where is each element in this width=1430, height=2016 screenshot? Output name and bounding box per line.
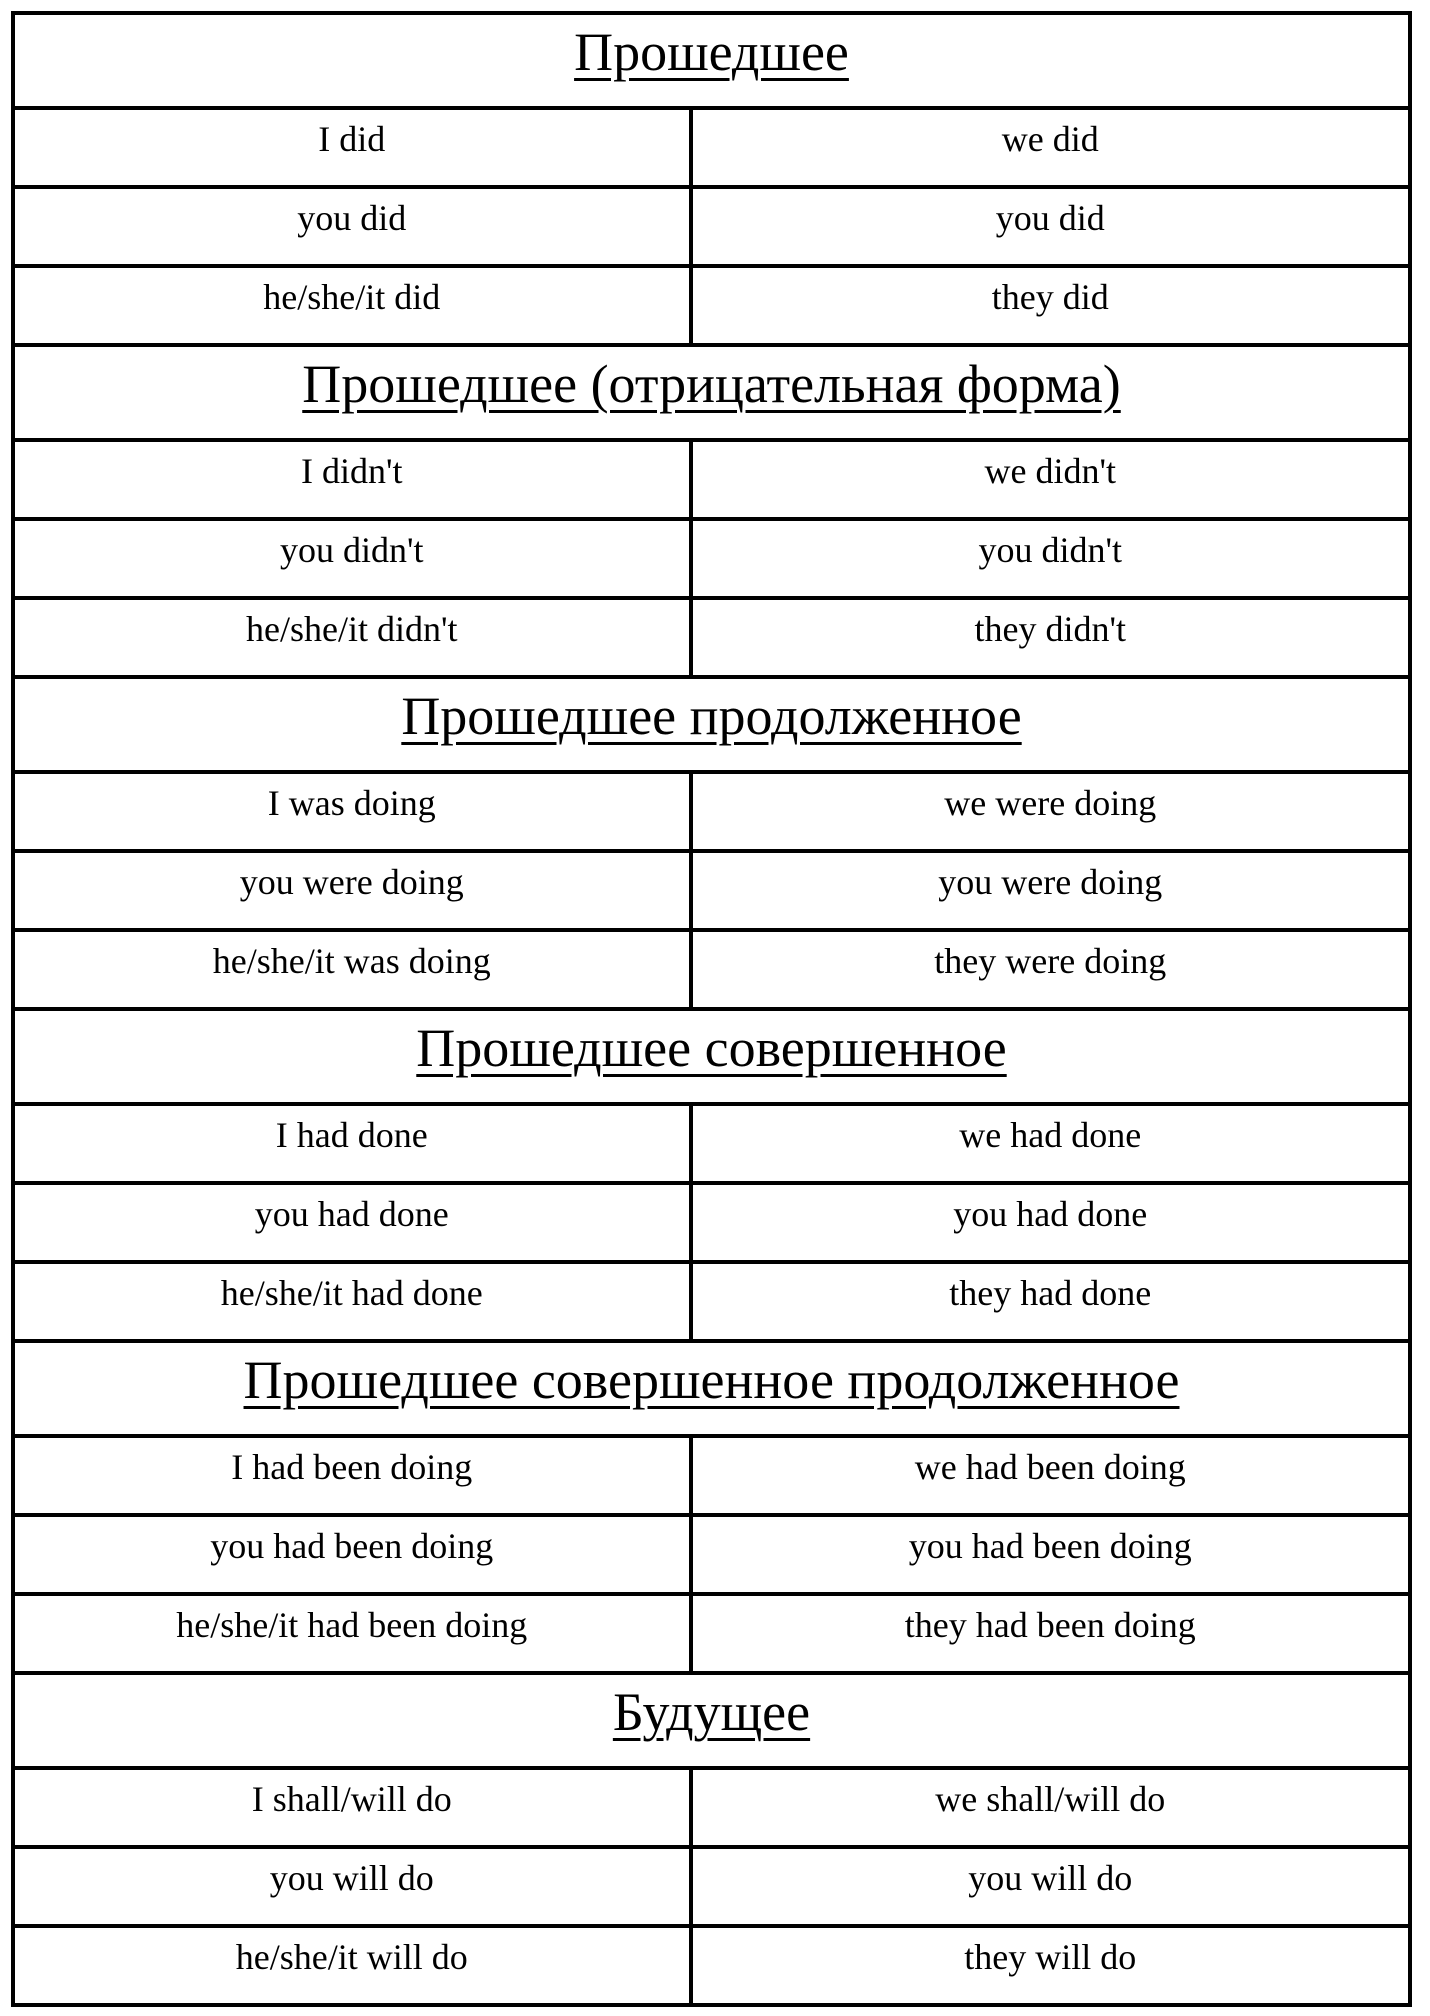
section-header-row [13,677,1410,772]
section-past-negative [13,345,1410,677]
conjugation-cell: you did [691,187,1410,266]
table-row [13,1926,1410,2005]
section-header-row [13,345,1410,440]
conjugation-cell: I shall/will do [13,1768,691,1847]
conjugation-cell: you didn't [13,519,691,598]
section-title: Прошедшее продолженное [401,686,1022,746]
conjugation-cell: he/she/it will do [13,1926,691,2005]
table-row [13,440,1410,519]
conjugation-cell: he/she/it had been doing [13,1594,691,1673]
conjugation-cell: they had been doing [691,1594,1410,1673]
conjugation-cell: he/she/it didn't [13,598,691,677]
section-header [13,13,1410,108]
conjugation-cell: you were doing [13,851,691,930]
section-title: Будущее [612,1682,811,1742]
section-header-row [13,1673,1410,1768]
conjugation-cell: you had been doing [13,1515,691,1594]
conjugation-cell: you will do [13,1847,691,1926]
table-row [13,1847,1410,1926]
conjugation-cell: I had been doing [13,1436,691,1515]
table-row [13,1262,1410,1341]
conjugation-cell: you didn't [691,519,1410,598]
section-past-perfect-continuous [13,1341,1410,1673]
conjugation-cell: he/she/it was doing [13,930,691,1009]
conjugation-cell: they will do [691,1926,1410,2005]
table-row [13,772,1410,851]
table-row [13,1436,1410,1515]
section-title: Прошедшее совершенное [416,1018,1007,1078]
table-row [13,598,1410,677]
conjugation-cell: we were doing [691,772,1410,851]
conjugation-cell: they did [691,266,1410,345]
table-row [13,1515,1410,1594]
section-header-row [13,1341,1410,1436]
conjugation-cell: we did [691,108,1410,187]
table-row [13,1594,1410,1673]
table-row [13,1104,1410,1183]
section-title: Прошедшее [574,22,849,82]
section-header-row [13,13,1410,108]
conjugation-cell: we had done [691,1104,1410,1183]
conjugation-cell: I had done [13,1104,691,1183]
conjugation-cell: he/she/it had done [13,1262,691,1341]
section-header [13,1673,1410,1768]
conjugation-cell: we didn't [691,440,1410,519]
section-header [13,677,1410,772]
section-past [13,13,1410,345]
conjugation-cell: I didn't [13,440,691,519]
table-row [13,1183,1410,1262]
verb-tense-table [11,11,1412,2007]
section-header [13,1009,1410,1104]
conjugation-cell: I did [13,108,691,187]
table-row [13,930,1410,1009]
section-header [13,345,1410,440]
conjugation-cell: they were doing [691,930,1410,1009]
section-past-continuous [13,677,1410,1009]
section-header [13,1341,1410,1436]
conjugation-cell: I was doing [13,772,691,851]
conjugation-cell: you had done [691,1183,1410,1262]
section-title: Прошедшее совершенное продолженное [243,1350,1180,1410]
conjugation-cell: they had done [691,1262,1410,1341]
conjugation-cell: he/she/it did [13,266,691,345]
conjugation-cell: you will do [691,1847,1410,1926]
conjugation-cell: you had done [13,1183,691,1262]
section-past-perfect [13,1009,1410,1341]
section-header-row [13,1009,1410,1104]
section-future [13,1673,1410,2005]
conjugation-cell: you did [13,187,691,266]
table-row [13,187,1410,266]
conjugation-cell: you were doing [691,851,1410,930]
table-row [13,1768,1410,1847]
table-row [13,519,1410,598]
table-row [13,851,1410,930]
conjugation-cell: you had been doing [691,1515,1410,1594]
conjugation-cell: we shall/will do [691,1768,1410,1847]
table-row [13,108,1410,187]
section-title: Прошедшее (отрицательная форма) [302,354,1121,414]
conjugation-cell: we had been doing [691,1436,1410,1515]
conjugation-cell: they didn't [691,598,1410,677]
table-row [13,266,1410,345]
